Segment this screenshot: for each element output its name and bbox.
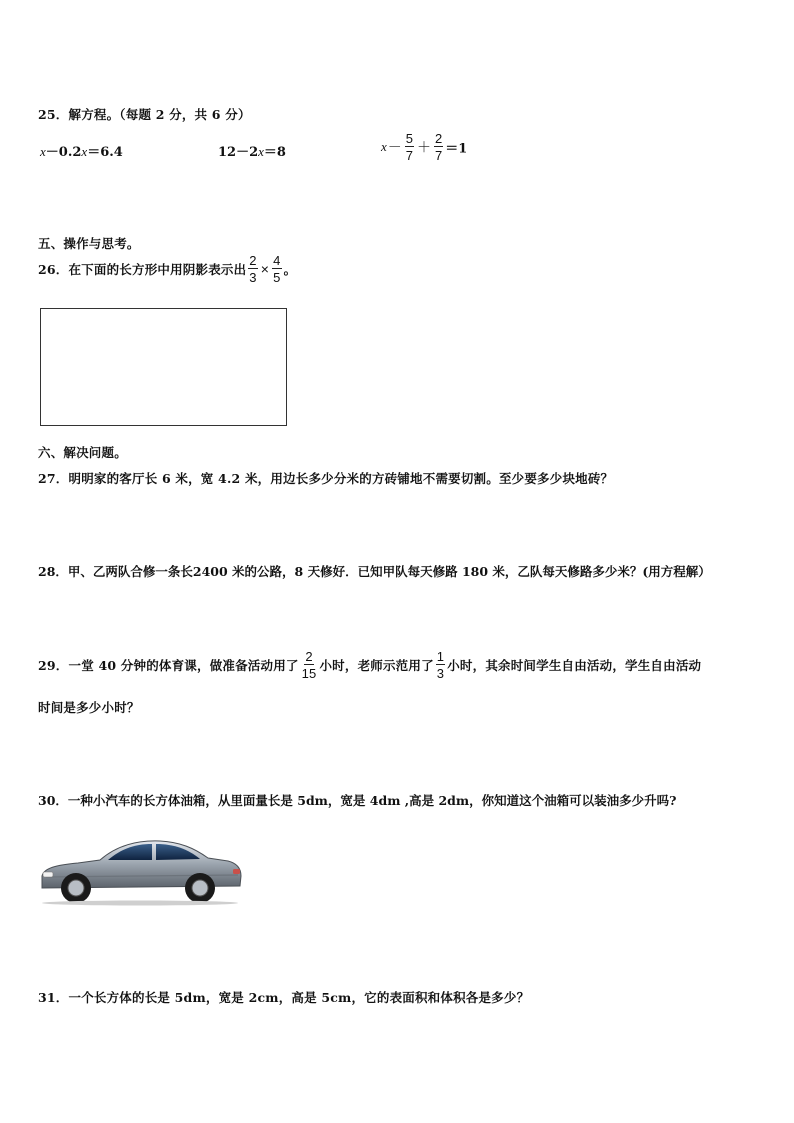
q25-title: 25．解方程。（每题 2 分，共 6 分）: [38, 107, 251, 122]
fraction-5-7: $\frac{5}{7}$: [405, 131, 414, 163]
blank-rectangle: [40, 308, 287, 426]
car-image: [38, 832, 244, 906]
q29-line-1: 29．一堂 40 分钟的体育课，做准备活动用了 $\frac{2}{15}$ 小时，老师示范用了 $\frac{1}{3}$ 小时，其余时间学生自由活动，学生自由活动: [38, 649, 702, 681]
equation-3: x－ $\frac{5}{7}$ ＋ $\frac{2}{7}$ ＝1: [381, 131, 468, 163]
q29-line-2: 时间是多少小时？: [38, 700, 140, 715]
q31-text: 31．一个长方体的长是 5dm，宽是 2cm，高是 5cm，它的表面积和体积各是多少？: [38, 990, 530, 1005]
q30-text: 30．一种小汽车的长方体油箱，从里面量长是 5dm，宽是 4dm ,高是 2dm，你知道这个油箱可以装油多少升吗?: [38, 793, 677, 808]
equation-2: 12－2x＝8: [218, 144, 286, 160]
fraction-2-3: $\frac{2}{3}$: [249, 253, 257, 285]
fraction-2-7: $\frac{2}{7}$: [435, 131, 443, 163]
q26-line: 26．在下面的长方形中用阴影表示出 $\frac{2}{3}$ × $\frac{4}{5}$ 。: [38, 253, 297, 285]
equation-1: x－0.2x＝6.4: [40, 144, 123, 160]
q27-text: 27．明明家的客厅长 6 米，宽 4.2 米，用边长多少分米的方砖铺地不需要切割。至少要多少块地砖？: [38, 471, 614, 486]
section-5-heading: 五、操作与思考。: [38, 236, 140, 251]
fraction-4-5: $\frac{4}{5}$: [273, 253, 281, 285]
fraction-2-15: $\frac{2}{15}$: [301, 649, 317, 681]
fraction-1-3: $\frac{1}{3}$: [436, 649, 445, 681]
q28-text: 28．甲、乙两队合修一条长2400 米的公路，8 天修好．已知甲队每天修路 180 米，乙队每天修路多少米？(用方程解）: [38, 564, 711, 579]
section-6-heading: 六、解决问题。: [38, 445, 127, 460]
